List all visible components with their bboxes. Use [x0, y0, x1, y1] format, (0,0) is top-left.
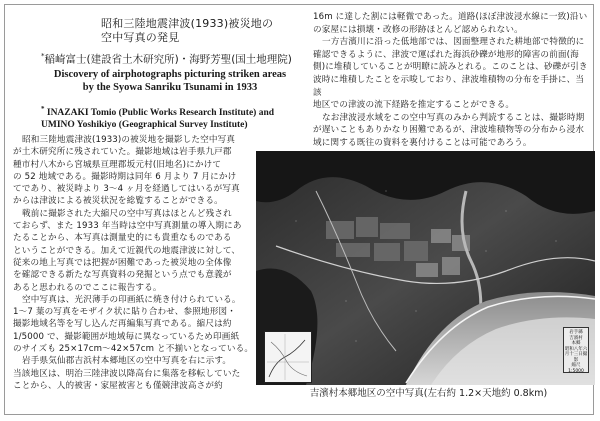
abstract-body-left [13, 134, 295, 392]
body-left-line: を確認できる新たな写真資料の発掘という点でも意義が [13, 270, 232, 281]
poster-sheet [4, 4, 594, 415]
body-left-line: 当該地区は、明治三陸津波以降高台に集落を移転していた [13, 368, 241, 379]
body-left-line: が土木研究所に残されていた。撮影地域は岩手県九戸郡 [13, 147, 232, 158]
body-left-line: 1/5000 で、撮影範囲が地域毎に異なっているため印画紙 [13, 331, 240, 342]
body-right-line: 域に関する既往の資料を裏付けることは可能であろう。 [313, 137, 532, 148]
reference-map-inset [264, 331, 312, 383]
body-left-line: 戦前に撮影された大縮尺の空中写真はほとんど残され [22, 208, 232, 219]
body-left-line: あると思われるのでここに報告する。 [13, 282, 162, 293]
english-title-line-2: by the Syowa Sanriku Tsunami in 1933 [82, 81, 258, 93]
authors-english [41, 103, 297, 131]
body-left-line: 撮影地域名等を写し込んだ再編集写真である。縮尺は約 [13, 319, 232, 330]
label-district: 本郷 [571, 341, 581, 346]
aerial-photograph [256, 151, 595, 385]
body-left-line: ことから、人的被害・家屋被害とも僅競津波高さが約 [13, 380, 223, 391]
english-title-line-1: Discovery of airphotographs picturing striken areas [53, 69, 287, 80]
body-left-line: てであり、被災時より 3〜4 ヶ月を経過してはいるが写真 [13, 184, 240, 195]
title-line-2: 空中写真の発見 [101, 31, 180, 44]
body-left-line: 従来の地上写真では把握が困難であった被災地の全体像 [13, 257, 232, 268]
author-mark: * [41, 52, 45, 60]
body-left-line: 種市村八木から宮城県亘理郡坂元村(旧地名)にかけて [13, 159, 222, 170]
body-right-line: 側)に堆積していることが明瞭に読みとれる。このことは、砂礫が引き [313, 62, 588, 73]
english-title [45, 69, 295, 94]
body-right-line: が遅いこともありかなり困難であるが、津波堆積物等の分布から浸水 [313, 125, 585, 136]
body-left-line: の 52 地域である。撮影時期は同年 6 月より 7 月にかけ [13, 171, 237, 182]
body-left-line: 岩手県気仙郡吉浜村本郷地区の空中写真を右に示す。 [22, 356, 232, 367]
body-left-line: 昭和三陸地震津波(1933)の被災地を撮影した空中写真 [22, 135, 236, 145]
authors-en-line-2: UMINO Yoshikiyo (Geographical Survey Institute) [41, 120, 248, 131]
body-right-line: 波時に堆積したことを示唆しており、津波堆積物の分布を手掛に、当該 [313, 74, 585, 98]
abstract-body-right [313, 11, 590, 150]
body-right-line: 確認できるように、津波で運ばれた海浜砂礫が地形的障害の前面(海 [313, 49, 579, 60]
body-left-line: からは津波による被災状況を総覧することができる。 [13, 196, 223, 207]
body-left-line: 1〜7 葉の写真をモザイク状に貼り合わせ、参照地形図・ [13, 307, 236, 318]
author-separator: ・ [178, 53, 190, 66]
reference-map-drawing [265, 332, 311, 382]
authors-japanese [41, 49, 299, 67]
label-scale: 縮尺 1:5000 [568, 363, 584, 374]
paper-title [101, 17, 297, 45]
photo-label-card [563, 327, 589, 373]
author-2-jp: 海野芳聖(国土地理院) [189, 53, 292, 66]
title-line-1: 昭和三陸地震津波(1933)被災地の [101, 17, 274, 30]
authors-en-line-1: INAZAKI Tomio (Public Works Research Institute) and [46, 108, 275, 119]
label-date: 昭和八年六月十三日撮影 [564, 346, 588, 363]
label-village: 吉濱村 [569, 335, 583, 341]
body-left-line: 空中写真は、光沢薄手の印画紙に焼き付けられている。 [22, 294, 241, 305]
body-right-line: 地区での津波の流下経路を推定することができる。 [313, 100, 515, 111]
body-right-line: 16m に達した割には軽微であった。道路(ほぼ津波浸水線に一致)沿い [313, 12, 588, 22]
body-right-line: なお津波浸水域をこの空中写真のみから判読することは、撮影時期 [322, 112, 585, 123]
body-left-line: たることから、本写真は測量史的にも貴重なものである [13, 233, 232, 244]
body-left-line: のサイズも 25×17cm〜42×57cm と不揃いとなっている。 [13, 344, 254, 355]
author-1-jp: 稲崎富士(建設省土木研究所) [44, 53, 179, 66]
photo-caption: 吉濱村本郷地区の空中写真(左右約 1.2×天地約 0.8km) [309, 388, 548, 399]
body-left-line: ておらず、また 1933 年当時は空中写真測量の導入期にあ [13, 221, 242, 232]
label-prefecture: 岩手縣 [569, 330, 583, 335]
body-right-line: 一方吉濱川に沿った低地部では、図面整理された耕地部で特徴的に [322, 37, 585, 48]
body-left-line: ということができる。加えて近親代の地震津波に対して、 [13, 245, 241, 256]
author-mark-en: * [41, 105, 45, 113]
body-right-line: の家屋には損壊・改修の形跡ほとんど認められない。 [313, 24, 523, 35]
